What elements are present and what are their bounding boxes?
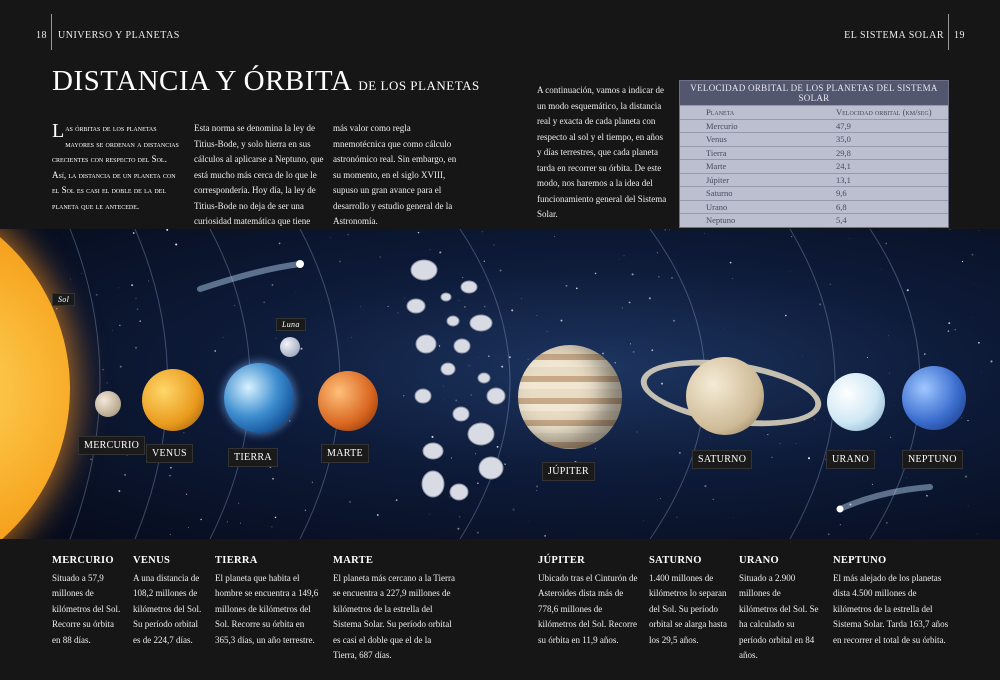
- asteroid-icon: [447, 316, 459, 326]
- star: [131, 284, 133, 286]
- star: [669, 230, 670, 231]
- asteroid-icon: [461, 281, 477, 293]
- star: [119, 325, 120, 326]
- star: [828, 533, 830, 535]
- saturn-label: SATURNO: [692, 450, 752, 469]
- star: [926, 495, 928, 497]
- planet-description: [52, 553, 122, 648]
- star: [77, 502, 78, 503]
- star: [76, 263, 77, 264]
- star: [494, 245, 495, 246]
- star: [830, 284, 831, 285]
- star: [790, 271, 791, 272]
- star: [886, 522, 887, 523]
- uranus-label: URANO: [826, 450, 875, 469]
- comet-icon: [296, 260, 304, 268]
- table-cell-planet: Júpiter: [706, 174, 730, 185]
- asteroid-icon: [453, 407, 469, 421]
- star: [120, 366, 122, 368]
- table-cell-speed: 24,1: [836, 161, 851, 171]
- table-cell-speed: 5,4: [836, 215, 847, 225]
- star: [630, 343, 631, 344]
- star: [90, 458, 92, 460]
- solar-system-illustration: [0, 229, 1000, 539]
- star: [796, 443, 797, 444]
- star: [979, 230, 980, 231]
- moon-label: Luna: [276, 318, 306, 331]
- star: [388, 306, 389, 307]
- planet-description-text: Situado a 57,9 millones de kilómetros del Sol. Recorre su órbita en 88 días.: [52, 572, 121, 645]
- star: [780, 443, 781, 444]
- venus-label: VENUS: [146, 444, 193, 463]
- venus-icon: [142, 369, 204, 431]
- asteroid-icon: [415, 389, 431, 403]
- comet-icon: [200, 264, 300, 289]
- star: [785, 315, 787, 317]
- star: [169, 475, 170, 476]
- table-cell-planet: Saturno: [706, 188, 733, 198]
- star: [950, 229, 951, 230]
- page-title-sub: DE LOS PLANETAS: [358, 78, 480, 93]
- star: [673, 320, 675, 322]
- star: [135, 298, 136, 299]
- star: [349, 501, 351, 503]
- star: [633, 351, 635, 353]
- asteroid-icon: [454, 339, 470, 353]
- table-row: [680, 132, 948, 146]
- star: [888, 335, 889, 336]
- planet-description: [333, 553, 457, 664]
- star: [118, 287, 119, 288]
- star: [397, 312, 398, 313]
- asteroid-icon: [468, 423, 494, 445]
- star: [840, 524, 841, 525]
- star: [214, 350, 216, 352]
- star: [657, 500, 658, 501]
- star: [665, 229, 666, 230]
- star: [561, 320, 563, 322]
- table-cell-planet: Neptuno: [706, 215, 736, 225]
- table-cell-speed: 13,1: [836, 174, 851, 185]
- star: [808, 457, 810, 459]
- star: [965, 476, 967, 478]
- asteroid-icon: [416, 335, 436, 353]
- star: [972, 317, 973, 318]
- star: [234, 305, 235, 306]
- asteroid-icon: [423, 443, 443, 459]
- star: [679, 452, 681, 454]
- planet-description-text: A una distancia de 108,2 millones de kilómetros del Sol. Su período orbital es de 224,7 días.: [133, 572, 202, 645]
- table-row: [680, 146, 948, 160]
- star: [279, 243, 281, 245]
- planet-description: [833, 553, 953, 648]
- planet-description-text: El planeta más cercano a la Tierra se encuentra a 227,9 millones de kilómetros de la estrella del Sistema Solar. Su período orbital es casi el doble que el de la Tierra, 687 días.: [333, 572, 455, 660]
- page-number-right: 19: [954, 30, 965, 41]
- star: [972, 254, 974, 256]
- star: [990, 360, 992, 362]
- star: [418, 232, 419, 233]
- star: [576, 287, 578, 289]
- table-cell-planet: Marte: [706, 161, 727, 171]
- star: [330, 237, 331, 238]
- planet-description-title: URANO: [739, 555, 779, 566]
- section-title-right: EL SISTEMA SOLAR: [844, 30, 944, 41]
- star: [713, 499, 714, 500]
- table-col-planet: Planeta: [706, 107, 735, 117]
- star: [657, 252, 658, 253]
- star: [56, 308, 57, 309]
- table-row: [680, 200, 948, 214]
- planet-description: [739, 553, 819, 664]
- star: [289, 420, 290, 421]
- star: [651, 349, 653, 351]
- uranus-icon: [827, 373, 885, 431]
- planet-description: [133, 553, 205, 648]
- star: [133, 232, 135, 234]
- star: [168, 240, 169, 241]
- star: [974, 284, 975, 285]
- star: [955, 329, 956, 330]
- moon-icon: [280, 337, 300, 357]
- table-cell-planet: Tierra: [706, 147, 727, 158]
- table-row: [680, 173, 948, 187]
- star: [276, 338, 277, 339]
- asteroid-icon: [487, 388, 505, 404]
- asteroid-icon: [407, 299, 425, 313]
- table-cell-speed: 47,9: [836, 120, 851, 131]
- jupiter-label: JÚPITER: [542, 462, 595, 481]
- star: [271, 526, 272, 527]
- star: [890, 437, 891, 438]
- star: [348, 234, 349, 235]
- star: [521, 298, 522, 299]
- table-row: [680, 186, 948, 200]
- star: [351, 337, 352, 338]
- star: [629, 302, 631, 304]
- star: [615, 362, 616, 363]
- star: [96, 294, 98, 296]
- star: [272, 478, 274, 480]
- star: [907, 289, 909, 291]
- planet-description-text: 1.400 millones de kilómetros lo separan del Sol. Su período orbital se alarga hasta los 29,5 años.: [649, 572, 728, 645]
- star: [238, 502, 239, 503]
- star: [482, 232, 483, 233]
- table-col-speed: Velocidad orbital (km/seg): [836, 107, 932, 117]
- planet-description-text: Ubicado tras el Cinturón de Asteroides dista más de 778,6 millones de kilómetros del Sol. Recorre su órbita en 11,9 años.: [538, 572, 638, 645]
- star: [528, 521, 529, 522]
- planet-description: [215, 553, 323, 648]
- table-cell-speed: 6,8: [836, 201, 847, 212]
- star: [137, 308, 139, 310]
- star: [547, 331, 548, 332]
- planet-description-text: Situado a 2.900 millones de kilómetros del Sol. Se ha calculado su período orbital en 84 años.: [739, 572, 819, 660]
- asteroid-icon: [479, 457, 503, 479]
- star: [186, 494, 187, 495]
- planet-description: [649, 553, 731, 648]
- star: [968, 506, 969, 507]
- table-row: [680, 213, 948, 227]
- star: [135, 347, 137, 349]
- neptune-label: NEPTUNO: [902, 450, 963, 469]
- star: [978, 342, 980, 344]
- star: [183, 432, 184, 433]
- table-cell-planet: Mercurio: [706, 120, 738, 131]
- star: [118, 490, 120, 492]
- star: [170, 467, 172, 469]
- star: [536, 486, 538, 488]
- mercury-icon: [95, 391, 121, 417]
- asteroid-icon: [411, 260, 437, 280]
- table-row: [680, 119, 948, 133]
- dropcap: L: [52, 120, 65, 142]
- star: [819, 303, 821, 305]
- star: [885, 243, 887, 245]
- star: [360, 306, 361, 307]
- comet-icon: [840, 487, 930, 509]
- star: [660, 498, 661, 499]
- asteroid-icon: [478, 373, 490, 383]
- earth-icon: [224, 363, 294, 433]
- star: [710, 438, 711, 439]
- saturn-icon: [686, 357, 764, 435]
- planet-description-title: TIERRA: [215, 555, 258, 566]
- star: [223, 337, 224, 338]
- star: [102, 369, 104, 371]
- comet-icon: [837, 506, 844, 513]
- planet-description-title: VENUS: [133, 555, 171, 566]
- page-number-left: 18: [36, 30, 47, 41]
- star: [619, 260, 620, 261]
- star: [889, 373, 890, 374]
- star: [124, 474, 126, 476]
- star: [802, 356, 803, 357]
- star: [961, 417, 962, 418]
- star: [977, 533, 978, 534]
- star: [791, 236, 792, 237]
- asteroid-belt: [400, 251, 520, 521]
- table-cell-speed: 35,0: [836, 134, 851, 144]
- star: [867, 357, 868, 358]
- sun-label: Sol: [52, 293, 75, 306]
- planet-description-title: SATURNO: [649, 555, 702, 566]
- star: [544, 535, 546, 537]
- star: [536, 315, 537, 316]
- asteroid-icon: [422, 471, 444, 497]
- star: [107, 382, 108, 383]
- intro-text-1: as órbitas de los planetas mayores se ordenan a distancias crecientes con respecto del Sol. Así, la distancia de un planeta con el Sol es casi el doble de la del planeta que le antecede.: [52, 123, 179, 211]
- star: [906, 477, 907, 478]
- star: [272, 284, 274, 286]
- star: [622, 307, 623, 308]
- star: [81, 273, 82, 274]
- star: [595, 273, 597, 275]
- star: [595, 448, 596, 449]
- neptune-icon: [902, 366, 966, 430]
- planet-description-title: NEPTUNO: [833, 555, 887, 566]
- star: [967, 420, 968, 421]
- star: [637, 432, 638, 433]
- star: [732, 278, 733, 279]
- star: [767, 434, 768, 435]
- star: [610, 348, 611, 349]
- star: [704, 233, 705, 234]
- star: [554, 236, 555, 237]
- asteroid-icon: [441, 293, 451, 301]
- star: [649, 297, 651, 299]
- star: [536, 490, 537, 491]
- intro-column-4: A continuación, vamos a indicar de un modo esquemático, la distancia real y exacta de cada planeta con respecto al sol y el tiempo, en años y días terrestres, que cada planeta tarda en recorrer su órbita. De este modo, nos haremos a la idea del funcionamiento general del Sistema Solar.: [537, 85, 667, 219]
- asteroid-icon: [470, 315, 492, 331]
- star: [962, 261, 963, 262]
- star: [671, 277, 672, 278]
- star: [430, 250, 431, 251]
- planet-description-title: JÚPITER: [538, 555, 586, 566]
- orbit-line: [70, 229, 100, 539]
- star: [477, 532, 479, 534]
- page-title: [52, 65, 480, 98]
- star: [528, 359, 529, 360]
- planet-description-title: MARTE: [333, 555, 374, 566]
- intro-column-2: Esta norma se denomina la ley de Titius-Bode, y solo hierra en sus cálculos al aplicarse a Neptuno, que está mucho más cerca de lo que le correspondería. Hoy día, la ley de Titius-Bode no deja de ser una curiosidad matemática que tiene: [194, 123, 324, 226]
- star: [275, 517, 277, 519]
- star: [658, 276, 660, 278]
- star: [175, 243, 177, 245]
- star: [924, 353, 926, 355]
- table-cell-speed: 9,6: [836, 188, 847, 198]
- asteroid-icon: [450, 484, 468, 500]
- section-title-left: UNIVERSO Y PLANETAS: [58, 30, 180, 41]
- jupiter-icon: [518, 345, 622, 449]
- star: [148, 280, 149, 281]
- star: [457, 528, 459, 530]
- orbital-speed-table: [679, 80, 949, 228]
- intro-column-1: [52, 121, 182, 214]
- star: [166, 229, 168, 231]
- star: [312, 482, 313, 483]
- header-divider-right: [948, 14, 949, 50]
- star: [227, 521, 228, 522]
- star: [814, 419, 815, 420]
- star: [380, 256, 381, 257]
- star: [704, 485, 706, 487]
- star: [339, 261, 341, 263]
- star: [881, 269, 882, 270]
- star: [894, 405, 895, 406]
- table-cell-planet: Venus: [706, 134, 727, 144]
- star: [771, 456, 773, 458]
- star: [170, 534, 171, 535]
- earth-label: TIERRA: [228, 448, 278, 467]
- star: [240, 523, 241, 524]
- star: [377, 514, 379, 516]
- star: [200, 519, 201, 520]
- mars-label: MARTE: [321, 444, 369, 463]
- star: [623, 255, 624, 256]
- table-cell-speed: 29,8: [836, 147, 851, 158]
- table-header-row: [680, 105, 948, 119]
- star: [677, 517, 678, 518]
- asteroid-icon: [441, 363, 455, 375]
- star: [188, 527, 189, 528]
- star: [305, 510, 306, 511]
- star: [602, 353, 604, 355]
- star: [70, 279, 71, 280]
- star: [730, 262, 732, 264]
- star: [263, 302, 265, 304]
- intro-column-3: más valor como regla mnemotécnica que como cálculo astronómico real. Sin embargo, en su momento, en el siglo XVIII, supuso un gran avance para el desarrollo y estudio general de la Astronomía.: [333, 123, 457, 226]
- table-title: VELOCIDAD ORBITAL DE LOS PLANETAS DEL SISTEMA SOLAR: [680, 81, 948, 105]
- planet-description-text: El planeta que habita el hombre se encuentra a 149,6 millones de kilómetros del Sol. Recorre su órbita en 365,3 días, un año terrestre.: [215, 572, 319, 645]
- star: [948, 322, 950, 324]
- star: [872, 484, 873, 485]
- star: [396, 499, 398, 501]
- table-row: [680, 159, 948, 173]
- star: [300, 348, 302, 350]
- star: [139, 320, 141, 322]
- planet-description-title: MERCURIO: [52, 555, 114, 566]
- star: [643, 520, 644, 521]
- table-cell-planet: Urano: [706, 201, 728, 212]
- star: [566, 285, 568, 287]
- header-divider-left: [51, 14, 52, 50]
- planet-description: [538, 553, 640, 648]
- star: [632, 273, 634, 275]
- planet-description-text: El más alejado de los planetas dista 4.500 millones de kilómetros de la estrella del Sistema Solar. Tarda 163,7 años en recorrer el total de su órbita.: [833, 572, 949, 645]
- star: [112, 330, 113, 331]
- mercury-label: MERCURIO: [78, 436, 145, 455]
- page-title-main: DISTANCIA Y ÓRBITA: [52, 65, 351, 97]
- mars-icon: [318, 371, 378, 431]
- star: [948, 330, 950, 332]
